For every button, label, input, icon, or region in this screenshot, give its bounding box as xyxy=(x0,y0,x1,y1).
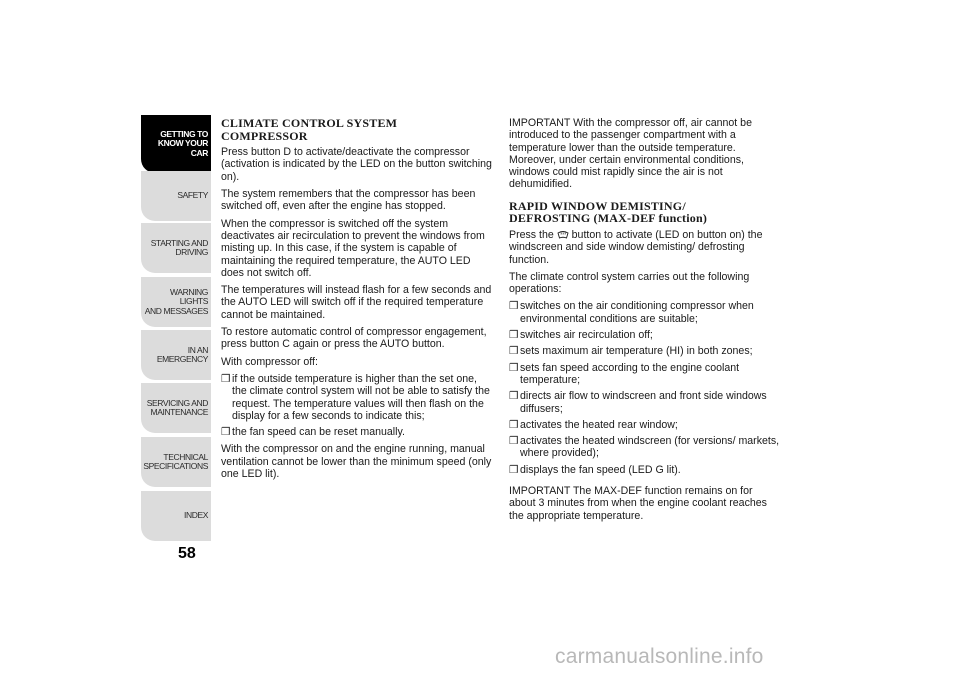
bullet-icon: ❒ xyxy=(509,463,519,476)
tab-starting-and-driving[interactable]: STARTING AND DRIVING xyxy=(141,223,211,273)
bullet-icon: ❒ xyxy=(509,435,519,448)
list-item xyxy=(509,390,781,415)
tab-index[interactable]: INDEX xyxy=(141,491,211,541)
paragraph: With compressor off: xyxy=(221,355,318,368)
important-note: IMPORTANT With the compressor off, air cannot be introduced to the passenger compartment with a temperature lower than the outside temperature. Moreover, under certain environmental conditions, windows could mist rapidly since the air is not dehumidified. xyxy=(509,117,752,191)
list-item-text: switches on the air conditioning compressor when environmental conditions are suitable; xyxy=(520,300,754,325)
right-column xyxy=(509,117,781,527)
bullet-list xyxy=(221,373,493,438)
bullet-icon: ❒ xyxy=(221,372,231,385)
list-item xyxy=(509,419,781,431)
list-item-text: switches air recirculation off; xyxy=(520,329,653,342)
list-item-text: if the outside temperature is higher than the set one, the climate control system will not be able to satisfy the request. The temperature values will then flash on the display for a few seconds to indicate this; xyxy=(232,372,490,422)
press-suffix: button to activate (LED on button on) the windscreen and side window demisting/ defrosting function. xyxy=(509,228,763,266)
list-item xyxy=(509,362,781,387)
paragraph: The climate control system carries out the following operations: xyxy=(509,270,750,296)
list-item xyxy=(509,345,781,357)
paragraph: To restore automatic control of compressor engagement, press button C again or press the AUTO button. xyxy=(221,326,487,351)
list-item-text: activates the heated windscreen (for versions/ markets, where provided); xyxy=(520,435,780,460)
watermark: carmanualsonline.info xyxy=(555,645,764,668)
bullet-icon: ❒ xyxy=(509,418,519,431)
list-item-text: displays the fan speed (LED G lit). xyxy=(520,463,681,476)
list-item xyxy=(509,435,781,460)
page-number: 58 xyxy=(178,545,196,562)
tab-safety[interactable]: SAFETY xyxy=(141,171,211,221)
paragraph: The system remembers that the compressor has been switched off, even after the engine has stopped. xyxy=(221,188,476,213)
paragraph: When the compressor is switched off the system deactivates air recirculation to prevent the windows from misting up. In this case, if the system is capable of maintaining the required temperature, the AUTO LED does not switch off. xyxy=(221,217,485,279)
tab-servicing-and-maintenance[interactable]: SERVICING AND MAINTENANCE xyxy=(141,383,211,433)
press-prefix: Press the xyxy=(509,228,554,241)
left-column xyxy=(221,117,493,485)
windscreen-defrost-icon xyxy=(557,230,569,240)
bullet-icon: ❒ xyxy=(509,361,519,374)
bullet-icon: ❒ xyxy=(509,300,519,313)
section-heading-compressor: CLIMATE CONTROL SYSTEM COMPRESSOR xyxy=(221,116,398,143)
paragraph xyxy=(509,229,781,266)
list-item xyxy=(509,300,781,325)
list-item xyxy=(221,373,493,422)
tab-in-an-emergency[interactable]: IN AN EMERGENCY xyxy=(141,330,211,380)
list-item-text: sets fan speed according to the engine coolant temperature; xyxy=(520,361,740,386)
bullet-list xyxy=(509,300,781,476)
paragraph: Press button D to activate/deactivate the compressor (activation is indicated by the LED on the button switching on). xyxy=(221,146,492,183)
bullet-icon: ❒ xyxy=(509,345,519,358)
bullet-icon: ❒ xyxy=(221,426,231,439)
list-item-text: directs air flow to windscreen and front side windows diffusers; xyxy=(520,390,767,415)
list-item xyxy=(509,329,781,341)
list-item-text: sets maximum air temperature (HI) in both zones; xyxy=(520,345,753,358)
tab-warning-lights-and-messages[interactable]: WARNING LIGHTS AND MESSAGES xyxy=(141,277,211,327)
list-item xyxy=(509,464,781,476)
list-item xyxy=(221,426,493,438)
tab-getting-to-know-your-car[interactable]: GETTING TO KNOW YOUR CAR xyxy=(141,115,211,173)
paragraph: With the compressor on and the engine running, manual ventilation cannot be lower than the minimum speed (only one LED lit). xyxy=(221,443,492,481)
tab-technical-specifications[interactable]: TECHNICAL SPECIFICATIONS xyxy=(141,437,211,487)
bullet-icon: ❒ xyxy=(509,390,519,403)
list-item-text: the fan speed can be reset manually. xyxy=(232,426,405,439)
paragraph: The temperatures will instead flash for a few seconds and the AUTO LED will switch off if the required temperature cannot be maintained. xyxy=(221,284,492,321)
list-item-text: activates the heated rear window; xyxy=(520,418,678,431)
important-note: IMPORTANT The MAX-DEF function remains on for about 3 minutes from when the engine coolant reaches the appropriate temperature. xyxy=(509,485,767,522)
section-heading-max-def: RAPID WINDOW DEMISTING/ DEFROSTING (MAX-DEF function) xyxy=(509,198,708,226)
bullet-icon: ❒ xyxy=(509,329,519,342)
